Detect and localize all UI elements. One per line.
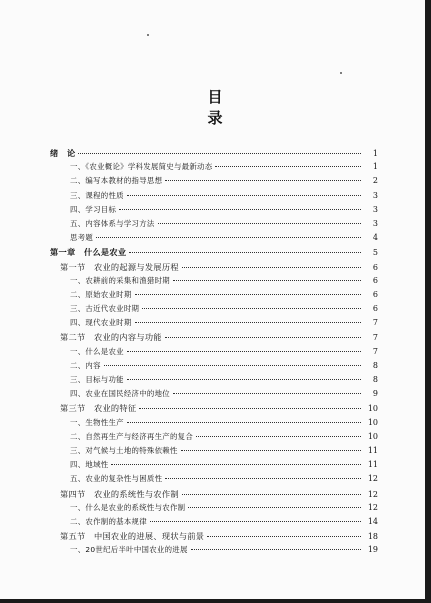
toc-chapter-entry[interactable] xyxy=(50,146,378,160)
toc-subsection-entry[interactable] xyxy=(50,345,378,359)
toc-dot-leader xyxy=(182,494,361,495)
toc-subsection-entry[interactable] xyxy=(50,160,378,174)
toc-dot-leader xyxy=(173,393,361,394)
toc-dot-leader xyxy=(127,195,361,196)
toc-entry-label: 思考题 xyxy=(70,233,94,243)
toc-subsection-entry[interactable] xyxy=(50,543,378,557)
toc-entry-label: 第二节 农业的内容与功能 xyxy=(60,332,162,343)
toc-section-entry[interactable] xyxy=(50,330,378,344)
scan-edge-right xyxy=(425,0,431,603)
toc-dot-leader xyxy=(96,237,361,238)
toc-dot-leader xyxy=(119,209,361,210)
toc-entry-label: 绪 论 xyxy=(50,148,76,158)
toc-subsection-entry[interactable] xyxy=(50,217,378,231)
toc-page-number: 6 xyxy=(372,275,378,285)
toc-entry-label: 一、农耕前的采集和渔猎时期 xyxy=(70,275,170,285)
toc-entry-label: 第三节 农业的特征 xyxy=(60,403,137,414)
toc-entry-label: 一、《农业概论》学科发展简史与最新动态 xyxy=(70,162,213,172)
toc-dot-leader xyxy=(196,436,361,437)
scan-edge-bottom xyxy=(0,599,431,603)
toc-page-number: 10 xyxy=(367,417,378,427)
toc-entry-label: 二、编写本教材的指导思想 xyxy=(70,176,163,186)
toc-page-number: 12 xyxy=(367,502,378,512)
toc-page-number: 4 xyxy=(372,233,378,243)
toc-page-number: 8 xyxy=(372,360,378,370)
toc-dot-leader xyxy=(127,422,361,423)
toc-subsection-entry[interactable] xyxy=(50,458,378,472)
toc-subsection-entry[interactable] xyxy=(50,359,378,373)
toc-dot-leader xyxy=(173,280,361,281)
toc-dot-leader xyxy=(127,351,361,352)
toc-page-number: 10 xyxy=(367,404,378,414)
toc-dot-leader xyxy=(135,322,361,323)
toc-entry-label: 二、内容 xyxy=(70,360,101,370)
toc-entry-label: 四、农业在国民经济中的地位 xyxy=(70,389,170,399)
toc-subsection-entry[interactable] xyxy=(50,515,378,529)
toc-dot-leader xyxy=(139,408,361,409)
toc-subsection-entry[interactable] xyxy=(50,203,378,217)
toc-subsection-entry[interactable] xyxy=(50,302,378,316)
toc-chapter-entry[interactable] xyxy=(50,245,378,259)
toc-page-number: 1 xyxy=(372,149,378,158)
toc-dot-leader xyxy=(127,379,361,380)
scan-speck xyxy=(147,34,149,36)
toc-entry-label: 四、地域性 xyxy=(70,460,109,470)
toc-dot-leader xyxy=(129,252,361,253)
toc-entry-label: 四、学习目标 xyxy=(70,204,117,214)
toc-subsection-entry[interactable] xyxy=(50,472,378,486)
toc-page-number: 12 xyxy=(367,474,378,484)
toc-page-number: 7 xyxy=(372,333,378,343)
toc-entry-label: 四、现代农业时期 xyxy=(70,318,132,328)
toc-page-number: 10 xyxy=(367,431,378,441)
toc-entry-label: 五、农业的复杂性与困质性 xyxy=(70,474,163,484)
toc-page-number: 3 xyxy=(372,204,378,214)
toc-page-number: 3 xyxy=(372,190,378,200)
toc-page-number: 11 xyxy=(367,460,378,470)
toc-entry-label: 二、自然再生产与经济再生产的复合 xyxy=(70,431,194,441)
toc-page-number: 5 xyxy=(372,248,378,258)
toc-dot-leader xyxy=(181,450,361,451)
toc-entry-label: 一、20世纪后半叶中国农业的进展 xyxy=(70,545,188,555)
toc-dot-leader xyxy=(150,521,361,522)
toc-dot-leader xyxy=(165,180,361,181)
toc-subsection-entry[interactable] xyxy=(50,444,378,458)
toc-section-entry[interactable] xyxy=(50,260,378,274)
toc-page-number: 11 xyxy=(367,445,378,455)
toc-dot-leader xyxy=(215,166,361,167)
toc-entry-label: 一、什么是农业的系统性与农作制 xyxy=(70,502,186,512)
toc-page-number: 1 xyxy=(372,162,378,172)
toc-subsection-entry[interactable] xyxy=(50,189,378,203)
toc-dot-leader xyxy=(158,223,361,224)
toc-page-number: 18 xyxy=(367,532,378,542)
toc-entry-label: 三、目标与功能 xyxy=(70,375,124,384)
toc-dot-leader xyxy=(142,308,361,309)
toc-dot-leader xyxy=(165,337,361,338)
toc-entry-label: 三、古近代农业时期 xyxy=(70,304,140,314)
scan-speck xyxy=(340,72,342,74)
toc-dot-leader xyxy=(111,464,361,465)
toc-entry-label: 二、农作制的基本规律 xyxy=(70,516,147,526)
toc-dot-leader xyxy=(191,549,361,550)
toc-page-number: 14 xyxy=(367,516,378,526)
toc-page-number: 19 xyxy=(367,545,378,555)
page-title: 目 录 xyxy=(207,88,282,127)
toc-page-number: 7 xyxy=(372,318,378,328)
toc-entry-label: 第五节 中国农业的进展、现状与前景 xyxy=(60,531,205,542)
toc-page-number: 12 xyxy=(367,489,378,499)
toc-page-number: 7 xyxy=(372,346,378,356)
toc-page-number: 6 xyxy=(372,304,378,314)
toc-dot-leader xyxy=(78,153,361,154)
toc-page-number: 3 xyxy=(372,218,378,228)
toc-subsection-entry[interactable] xyxy=(50,373,378,387)
toc-entry-label: 三、对气候与土地的特殊依赖性 xyxy=(70,445,178,455)
toc-subsection-entry[interactable] xyxy=(50,274,378,288)
toc-entry-label: 第一章 什么是农业 xyxy=(50,247,127,258)
toc-dot-leader xyxy=(188,507,361,508)
toc-entry-label: 一、什么是农业 xyxy=(70,346,124,356)
toc-subsection-entry[interactable] xyxy=(50,174,378,188)
toc-page-number: 6 xyxy=(372,262,378,272)
toc-page-number: 9 xyxy=(372,389,378,399)
toc-dot-leader xyxy=(182,267,361,268)
toc-subsection-entry[interactable] xyxy=(50,231,378,245)
toc-dot-leader xyxy=(207,536,361,537)
toc-entry-label: 五、内容体系与学习方法 xyxy=(70,218,155,228)
toc-dot-leader xyxy=(135,294,361,295)
toc-section-entry[interactable] xyxy=(50,401,378,415)
toc-section-entry[interactable] xyxy=(50,487,378,501)
toc-dot-leader xyxy=(104,365,361,366)
toc-subsection-entry[interactable] xyxy=(50,387,378,401)
toc-entry-label: 第一节 农业的起源与发展历程 xyxy=(60,261,179,272)
toc-subsection-entry[interactable] xyxy=(50,430,378,444)
toc-subsection-entry[interactable] xyxy=(50,316,378,330)
toc-dot-leader xyxy=(165,478,361,479)
toc-page-number: 6 xyxy=(372,289,378,299)
toc-page-number: 2 xyxy=(372,176,378,186)
toc-subsection-entry[interactable] xyxy=(50,501,378,515)
table-of-contents xyxy=(50,146,378,557)
toc-page-number: 8 xyxy=(372,375,378,384)
toc-entry-label: 一、生物性生产 xyxy=(70,417,124,427)
toc-entry-label: 三、课程的性质 xyxy=(70,190,124,200)
toc-subsection-entry[interactable] xyxy=(50,288,378,302)
toc-entry-label: 第四节 农业的系统性与农作制 xyxy=(60,488,179,499)
toc-entry-label: 二、原始农业时期 xyxy=(70,289,132,299)
toc-subsection-entry[interactable] xyxy=(50,416,378,430)
toc-section-entry[interactable] xyxy=(50,529,378,543)
